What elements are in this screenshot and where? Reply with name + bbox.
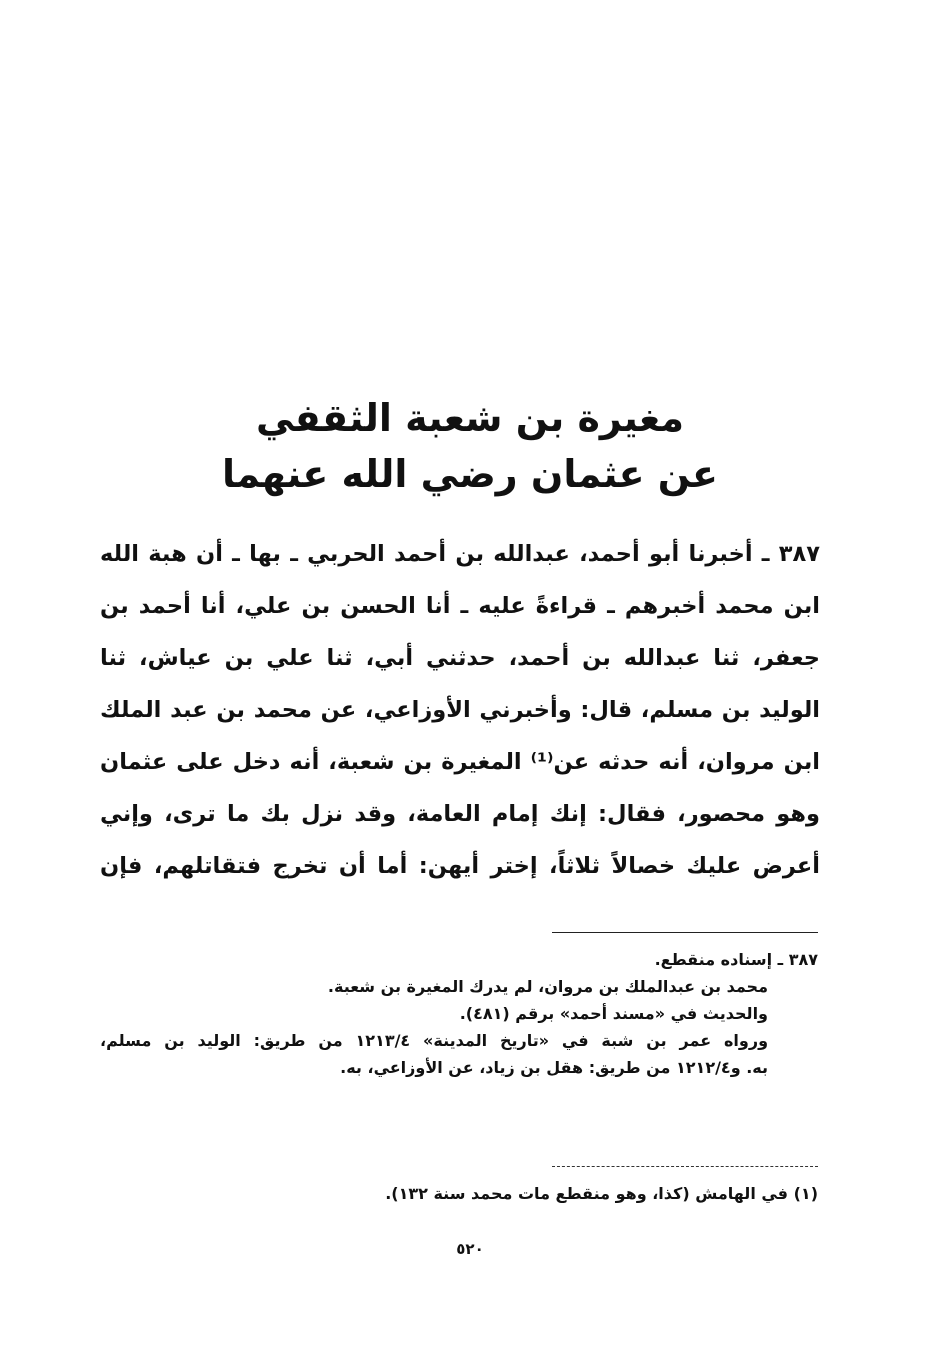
body-line: ابن محمد أخبرهم ـ قراءةً عليه ـ أنا الحسن بن علي، أنا أحمد بن bbox=[100, 593, 820, 619]
note-line: به. و١٢١٢/٤ من طريق: هقل بن زياد، عن الأوزاعي، به. bbox=[340, 1058, 768, 1077]
notes-separator-rule bbox=[552, 932, 818, 933]
body-line: ابن مروان، أنه حدثه عن⁽¹⁾ المغيرة بن شعبة، أنه دخل على عثمان bbox=[100, 749, 820, 775]
footnote: (١) في الهامش (كذا، وهو منقطع مات محمد سنة ١٣٢). bbox=[385, 1184, 818, 1203]
body-line: وهو محصور، فقال: إنك إمام العامة، وقد نزل بك ما ترى، وإني bbox=[100, 801, 820, 827]
body-line: الوليد بن مسلم، قال: وأخبرني الأوزاعي، عن محمد بن عبد الملك bbox=[100, 697, 820, 723]
footnote-separator-rule bbox=[552, 1166, 818, 1167]
note-line: والحديث في «مسند أحمد» برقم (٤٨١). bbox=[459, 1004, 768, 1023]
chapter-title-line-2: عن عثمان رضي الله عنهما bbox=[222, 452, 718, 496]
body-line: أعرض عليك خصالاً ثلاثاً، إختر أيهن: أما أن تخرج فتقاتلهم، فإن bbox=[100, 853, 820, 879]
note-line: ورواه عمر بن شبة في «تاريخ المدينة» ١٢١٣/٤ من طريق: الوليد بن مسلم، bbox=[100, 1031, 769, 1050]
body-line: جعفر، ثنا عبدالله بن أحمد، حدثني أبي، ثنا علي بن عياش، ثنا bbox=[100, 645, 820, 671]
note-line: ٣٨٧ ـ إسناده منقطع. bbox=[654, 950, 818, 969]
note-line: محمد بن عبدالملك بن مروان، لم يدرك المغيرة بن شعبة. bbox=[327, 977, 768, 996]
annotation-notes bbox=[100, 946, 818, 1081]
body-line: ٣٨٧ ـ أخبرنا أبو أحمد، عبدالله بن أحمد الحربي ـ بها ـ أن هبة الله bbox=[100, 541, 820, 567]
chapter-title-line-1: مغيرة بن شعبة الثقفي bbox=[255, 396, 685, 440]
page-number: ٥٢٠ bbox=[456, 1240, 484, 1258]
hadith-text bbox=[100, 528, 820, 892]
